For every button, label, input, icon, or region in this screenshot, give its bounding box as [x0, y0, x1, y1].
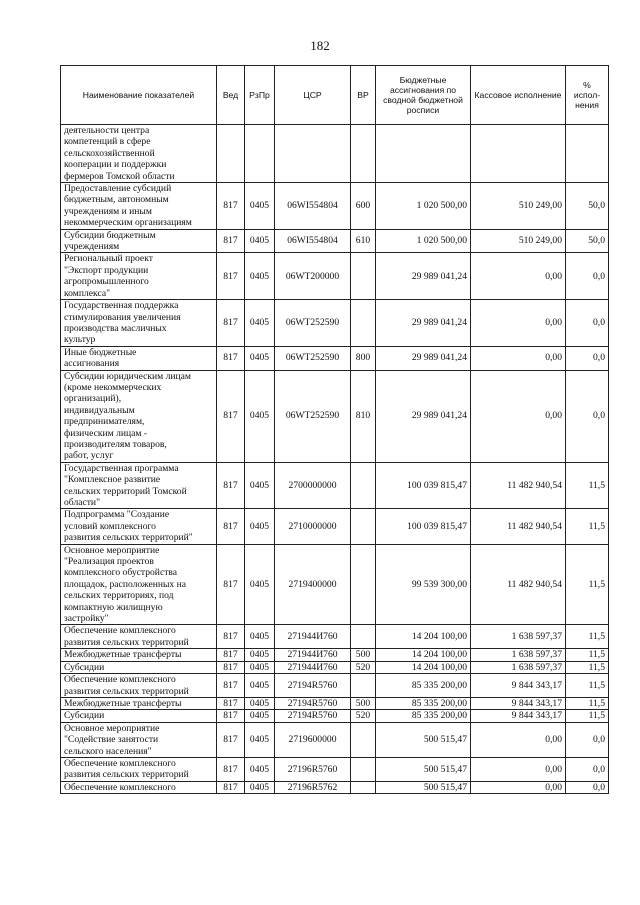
cell-rzpr: 0405 [245, 253, 275, 300]
cell-percent: 0,0 [566, 253, 609, 300]
cell-rzpr: 0405 [245, 625, 275, 649]
cell-percent: 11,5 [566, 625, 609, 649]
cell-ved: 817 [217, 509, 245, 544]
cell-name: Обеспечение комплексного развития сельских территорий [61, 625, 217, 649]
cell-cash: 510 249,00 [471, 229, 566, 253]
cell-vr: 810 [351, 370, 376, 462]
cell-percent: 11,5 [566, 649, 609, 661]
cell-name: Субсидии бюджетным учреждениям [61, 229, 217, 253]
header-rzpr: РзПр [245, 66, 275, 125]
cell-budget: 29 989 041,24 [376, 370, 471, 462]
cell-cash: 0,00 [471, 300, 566, 347]
cell-cash: 9 844 343,17 [471, 697, 566, 709]
cell-percent: 0,0 [566, 757, 609, 781]
cell-percent: 11,5 [566, 697, 609, 709]
cell-vr: 610 [351, 229, 376, 253]
cell-vr: 520 [351, 710, 376, 722]
cell-cash: 9 844 343,17 [471, 674, 566, 698]
cell-percent [566, 125, 609, 183]
cell-name: Государственная программа "Комплексное развитие сельских территорий Томской области" [61, 462, 217, 509]
cell-vr [351, 253, 376, 300]
cell-name: Обеспечение комплексного развития сельских территорий [61, 757, 217, 781]
table-row [61, 229, 609, 253]
table-row [61, 509, 609, 544]
cell-percent: 0,0 [566, 346, 609, 370]
cell-ved: 817 [217, 710, 245, 722]
cell-csr: 06WI554804 [275, 183, 351, 230]
cell-budget: 85 335 200,00 [376, 710, 471, 722]
cell-vr [351, 674, 376, 698]
cell-name: Основное мероприятие "Содействие занятости сельского населения" [61, 722, 217, 757]
cell-budget: 1 020 500,00 [376, 229, 471, 253]
cell-rzpr: 0405 [245, 229, 275, 253]
cell-percent: 0,0 [566, 370, 609, 462]
table-row [61, 370, 609, 462]
cell-name: Основное мероприятие "Реализация проектов комплексного обустройства площадок, расположенных на сельских территориях, под компактную жилищную застройку" [61, 544, 217, 625]
cell-percent: 50,0 [566, 183, 609, 230]
cell-budget: 99 539 300,00 [376, 544, 471, 625]
cell-vr [351, 757, 376, 781]
cell-budget: 500 515,47 [376, 781, 471, 793]
cell-budget: 14 204 100,00 [376, 661, 471, 673]
cell-percent: 0,0 [566, 300, 609, 347]
table-header-row [61, 66, 609, 125]
cell-ved: 817 [217, 649, 245, 661]
cell-cash: 510 249,00 [471, 183, 566, 230]
cell-csr: 06WI554804 [275, 229, 351, 253]
cell-csr: 2719600000 [275, 722, 351, 757]
cell-ved: 817 [217, 544, 245, 625]
cell-percent: 11,5 [566, 661, 609, 673]
cell-csr: 271944И760 [275, 661, 351, 673]
cell-budget [376, 125, 471, 183]
cell-ved: 817 [217, 300, 245, 347]
cell-vr [351, 300, 376, 347]
table-row [61, 300, 609, 347]
budget-execution-table [60, 65, 609, 794]
cell-name: Межбюджетные трансферты [61, 649, 217, 661]
cell-csr: 271944И760 [275, 625, 351, 649]
cell-vr: 520 [351, 661, 376, 673]
cell-rzpr: 0405 [245, 544, 275, 625]
cell-budget: 29 989 041,24 [376, 253, 471, 300]
cell-rzpr: 0405 [245, 661, 275, 673]
cell-cash: 0,00 [471, 781, 566, 793]
table-row [61, 722, 609, 757]
cell-csr: 06WT252590 [275, 370, 351, 462]
cell-cash: 11 482 940,54 [471, 544, 566, 625]
cell-cash: 0,00 [471, 757, 566, 781]
cell-cash: 0,00 [471, 722, 566, 757]
cell-csr: 27196R5762 [275, 781, 351, 793]
cell-cash: 0,00 [471, 370, 566, 462]
cell-budget: 85 335 200,00 [376, 697, 471, 709]
cell-vr [351, 722, 376, 757]
cell-rzpr: 0405 [245, 370, 275, 462]
cell-name: деятельности центра компетенций в сфере сельскохозяйственной кооперации и поддержки фермеров Томской области [61, 125, 217, 183]
cell-percent: 50,0 [566, 229, 609, 253]
cell-vr [351, 625, 376, 649]
cell-rzpr: 0405 [245, 509, 275, 544]
table-row [61, 710, 609, 722]
cell-rzpr: 0405 [245, 781, 275, 793]
cell-rzpr: 0405 [245, 183, 275, 230]
cell-budget: 500 515,47 [376, 722, 471, 757]
cell-ved: 817 [217, 229, 245, 253]
table-row [61, 674, 609, 698]
table-row [61, 757, 609, 781]
cell-name: Иные бюджетные ассигнования [61, 346, 217, 370]
cell-csr: 06WT252590 [275, 346, 351, 370]
cell-name: Субсидии юридическим лицам (кроме некоммерческих организаций), индивидуальным предпринимателям, физическим лицам - производителям товаров, работ, услуг [61, 370, 217, 462]
cell-vr [351, 781, 376, 793]
cell-rzpr: 0405 [245, 722, 275, 757]
cell-ved: 817 [217, 253, 245, 300]
cell-name: Обеспечение комплексного [61, 781, 217, 793]
table-row [61, 781, 609, 793]
cell-vr: 500 [351, 649, 376, 661]
header-csr: ЦСР [275, 66, 351, 125]
header-name: Наименование показателей [61, 66, 217, 125]
cell-budget: 14 204 100,00 [376, 649, 471, 661]
table-row [61, 625, 609, 649]
table-row [61, 462, 609, 509]
cell-percent: 11,5 [566, 674, 609, 698]
cell-vr [351, 462, 376, 509]
cell-rzpr: 0405 [245, 757, 275, 781]
cell-csr: 27196R5760 [275, 757, 351, 781]
table-row [61, 697, 609, 709]
cell-ved: 817 [217, 674, 245, 698]
cell-budget: 500 515,47 [376, 757, 471, 781]
cell-ved: 817 [217, 781, 245, 793]
cell-percent: 0,0 [566, 722, 609, 757]
cell-budget: 1 020 500,00 [376, 183, 471, 230]
cell-rzpr: 0405 [245, 346, 275, 370]
cell-name: Обеспечение комплексного развития сельских территорий [61, 674, 217, 698]
table-row [61, 183, 609, 230]
cell-percent: 11,5 [566, 710, 609, 722]
table-body [61, 125, 609, 794]
cell-name: Предоставление субсидий бюджетным, автономным учреждениям и иным некоммерческим организациям [61, 183, 217, 230]
cell-name: Подпрограмма "Создание условий комплексного развития сельских территорий" [61, 509, 217, 544]
cell-name: Региональный проект "Экспорт продукции агропромышленного комплекса" [61, 253, 217, 300]
cell-percent: 0,0 [566, 781, 609, 793]
cell-budget: 100 039 815,47 [376, 462, 471, 509]
cell-ved: 817 [217, 757, 245, 781]
cell-rzpr: 0405 [245, 710, 275, 722]
cell-vr: 800 [351, 346, 376, 370]
cell-rzpr: 0405 [245, 649, 275, 661]
cell-csr: 271944И760 [275, 649, 351, 661]
cell-csr: 27194R5760 [275, 697, 351, 709]
cell-vr: 600 [351, 183, 376, 230]
cell-budget: 100 039 815,47 [376, 509, 471, 544]
cell-cash: 1 638 597,37 [471, 649, 566, 661]
cell-rzpr: 0405 [245, 697, 275, 709]
cell-cash: 11 482 940,54 [471, 509, 566, 544]
cell-percent: 11,5 [566, 462, 609, 509]
table-row [61, 125, 609, 183]
table-row [61, 544, 609, 625]
cell-budget: 29 989 041,24 [376, 300, 471, 347]
cell-percent: 11,5 [566, 544, 609, 625]
header-budget: Бюджетные ассигнования по сводной бюджетной росписи [376, 66, 471, 125]
cell-rzpr: 0405 [245, 674, 275, 698]
cell-ved: 817 [217, 697, 245, 709]
header-ved: Вед [217, 66, 245, 125]
cell-ved [217, 125, 245, 183]
cell-ved: 817 [217, 462, 245, 509]
cell-csr: 27194R5760 [275, 710, 351, 722]
cell-vr: 500 [351, 697, 376, 709]
cell-csr: 2719400000 [275, 544, 351, 625]
cell-ved: 817 [217, 370, 245, 462]
table-row [61, 346, 609, 370]
cell-vr [351, 509, 376, 544]
table-row [61, 253, 609, 300]
cell-csr: 2700000000 [275, 462, 351, 509]
cell-name: Межбюджетные трансферты [61, 697, 217, 709]
cell-budget: 29 989 041,24 [376, 346, 471, 370]
page-number: 182 [310, 38, 330, 53]
cell-cash: 11 482 940,54 [471, 462, 566, 509]
cell-rzpr [245, 125, 275, 183]
cell-rzpr: 0405 [245, 462, 275, 509]
cell-cash: 9 844 343,17 [471, 710, 566, 722]
cell-rzpr: 0405 [245, 300, 275, 347]
header-cash: Кассовое исполнение [471, 66, 566, 125]
cell-ved: 817 [217, 661, 245, 673]
cell-csr: 2710000000 [275, 509, 351, 544]
cell-cash: 1 638 597,37 [471, 625, 566, 649]
header-vr: ВР [351, 66, 376, 125]
cell-ved: 817 [217, 722, 245, 757]
cell-csr [275, 125, 351, 183]
cell-cash [471, 125, 566, 183]
cell-budget: 14 204 100,00 [376, 625, 471, 649]
cell-cash: 0,00 [471, 346, 566, 370]
cell-ved: 817 [217, 625, 245, 649]
cell-budget: 85 335 200,00 [376, 674, 471, 698]
cell-csr: 06WT200000 [275, 253, 351, 300]
table-row [61, 661, 609, 673]
cell-csr: 27194R5760 [275, 674, 351, 698]
cell-vr [351, 125, 376, 183]
cell-cash: 1 638 597,37 [471, 661, 566, 673]
cell-name: Государственная поддержка стимулирования увеличения производства масличных культур [61, 300, 217, 347]
cell-cash: 0,00 [471, 253, 566, 300]
cell-vr [351, 544, 376, 625]
cell-percent: 11,5 [566, 509, 609, 544]
header-percent: % испол-нения [566, 66, 609, 125]
cell-csr: 06WT252590 [275, 300, 351, 347]
cell-name: Субсидии [61, 661, 217, 673]
table-row [61, 649, 609, 661]
cell-ved: 817 [217, 346, 245, 370]
cell-name: Субсидии [61, 710, 217, 722]
cell-ved: 817 [217, 183, 245, 230]
